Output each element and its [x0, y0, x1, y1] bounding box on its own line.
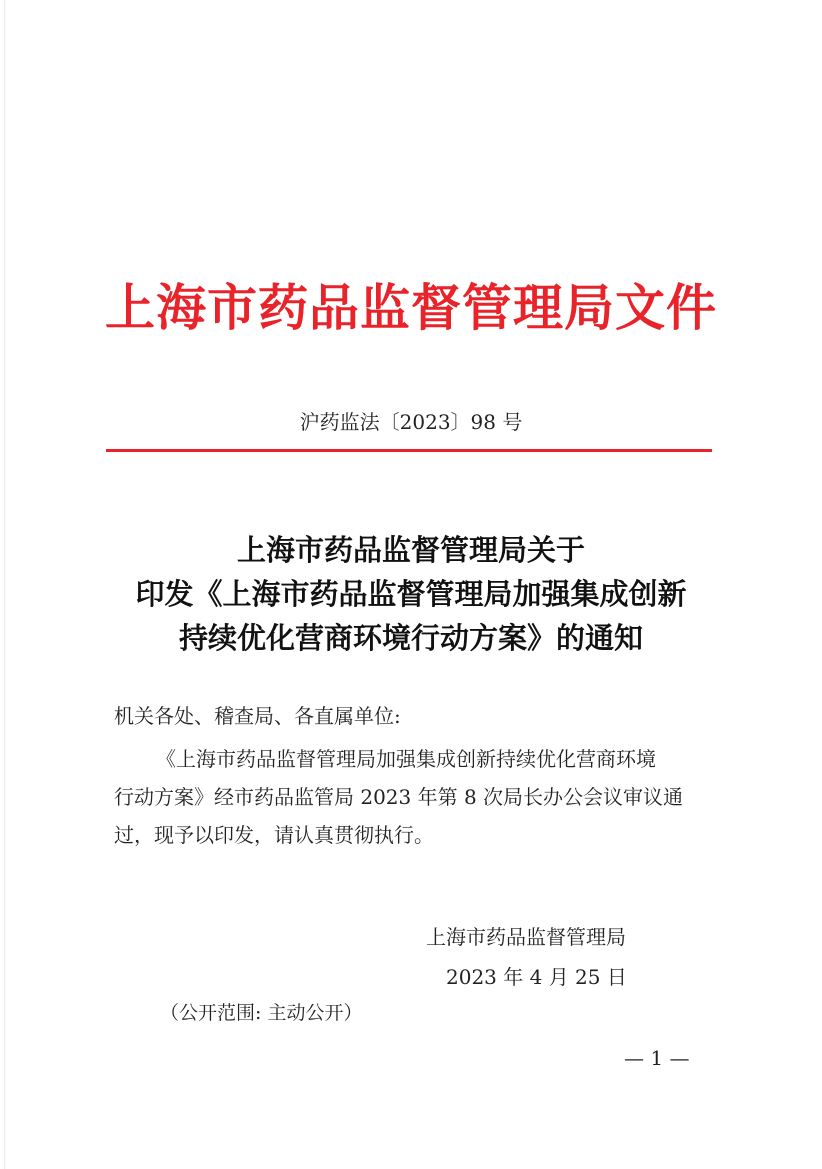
body-line-1: 《上海市药品监督管理局加强集成创新持续优化营商环境: [156, 747, 656, 771]
disclosure-scope: （公开范围: 主动公开）: [160, 1002, 363, 1024]
notice-title: [0, 528, 822, 660]
signing-authority: 上海市药品监督管理局: [426, 925, 626, 949]
red-separator-line: [106, 449, 712, 452]
body-paragraph: [114, 740, 714, 854]
notice-title-line-3: 持续优化营商环境行动方案》的通知: [178, 621, 643, 655]
body-line-2: 行动方案》经市药品监管局 2023 年第 8 次局长办公会议审议通: [114, 785, 684, 809]
issuing-authority-title: 上海市药品监督管理局文件: [105, 278, 717, 337]
notice-title-line-2: 印发《上海市药品监督管理局加强集成创新: [135, 577, 687, 611]
signing-date: 2023 年 4 月 25 日: [446, 965, 627, 989]
body-line-3: 过，现予以印发，请认真贯彻执行。: [114, 823, 434, 847]
salutation: 机关各处、稽查局、各直属单位:: [114, 704, 401, 728]
notice-title-line-1: 上海市药品监督管理局关于: [236, 533, 585, 567]
page-number: — 1 —: [624, 1046, 690, 1070]
document-number: 沪药监法〔2023〕98 号: [299, 410, 523, 434]
